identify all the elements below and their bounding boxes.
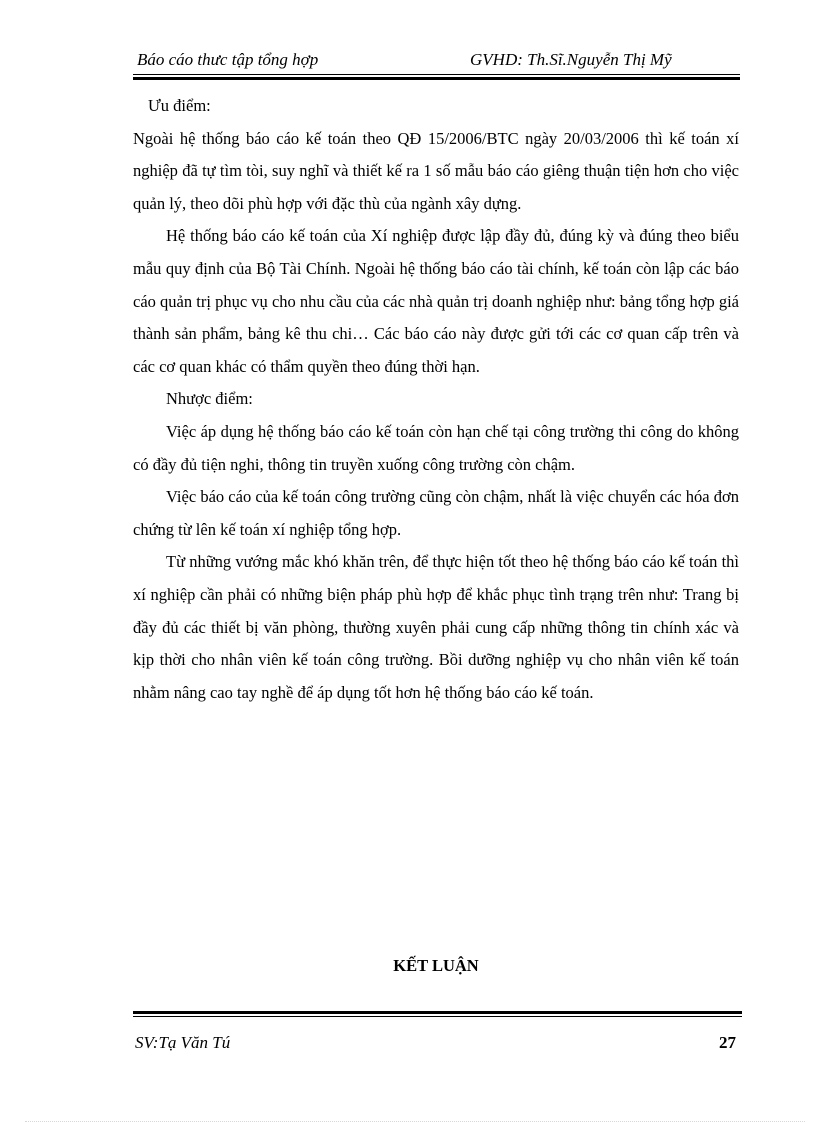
section-heading: KẾT LUẬN bbox=[393, 956, 479, 975]
paragraph-disadvantages-label: Nhược điểm: bbox=[166, 389, 253, 409]
paragraph: Việc báo cáo của kế toán công trường cũng còn chậm, nhất là việc chuyển các hóa đơn chứng từ lên kế toán xí nghiệp tổng hợp. bbox=[133, 487, 739, 539]
paragraph-advantages-label: Ưu điểm: bbox=[148, 96, 211, 115]
footer-double-rule bbox=[133, 1011, 742, 1017]
page-body bbox=[133, 90, 739, 709]
page-boundary bbox=[25, 1121, 805, 1122]
header-double-rule bbox=[133, 74, 740, 80]
paragraph: Từ những vướng mắc khó khăn trên, để thực hiện tốt theo hệ thống báo cáo kế toán thì xí nghiệp cần phải có những biện pháp phù hợp để khắc phục tình trạng trên như: Trang bị đầy đủ các thiết bị văn phòng, thường xuyên phải cung cấp những thông tin chính xác và kịp thời cho nhân viên kế toán công trường. Bồi dưỡng nghiệp vụ cho nhân viên kế toán nhằm nâng cao tay nghề để áp dụng tốt hơn hệ thống báo cáo kế toán. bbox=[133, 552, 739, 702]
header-supervisor: GVHD: Th.Sĩ.Nguyễn Thị Mỹ bbox=[470, 50, 672, 69]
footer-student-name: SV:Tạ Văn Tú bbox=[135, 1033, 231, 1052]
paragraph: Hệ thống báo cáo kế toán của Xí nghiệp được lập đầy đủ, đúng kỳ và đúng theo biểu mẫu quy định của Bộ Tài Chính. Ngoài hệ thống báo cáo tài chính, kế toán còn lập các báo cáo quản trị phục vụ cho nhu cầu của các nhà quản trị doanh nghiệp như: bảng tổng hợp giá thành sản phẩm, bảng kê thu chi… Các báo cáo này được gửi tới các cơ quan cấp trên và các cơ quan khác có thẩm quyền theo đúng thời hạn. bbox=[133, 226, 739, 376]
paragraph: Việc áp dụng hệ thống báo cáo kế toán còn hạn chế tại công trường thi công do không có đầy đủ tiện nghi, thông tin truyền xuống công trường còn chậm. bbox=[133, 421, 739, 474]
paragraph: Ngoài hệ thống báo cáo kế toán theo QĐ 15/2006/BTC ngày 20/03/2006 thì kế toán xí nghiệp đã tự tìm tòi, suy nghĩ và thiết kế ra 1 số mẫu báo cáo giêng thuận tiện hơn cho việc quản lý, theo dõi phù hợp với đặc thù của ngành xây dựng. bbox=[133, 128, 739, 213]
page-header bbox=[133, 46, 738, 72]
header-report-title: Báo cáo thưc tập tổng hợp bbox=[137, 50, 319, 69]
page-number: 27 bbox=[719, 1033, 736, 1052]
